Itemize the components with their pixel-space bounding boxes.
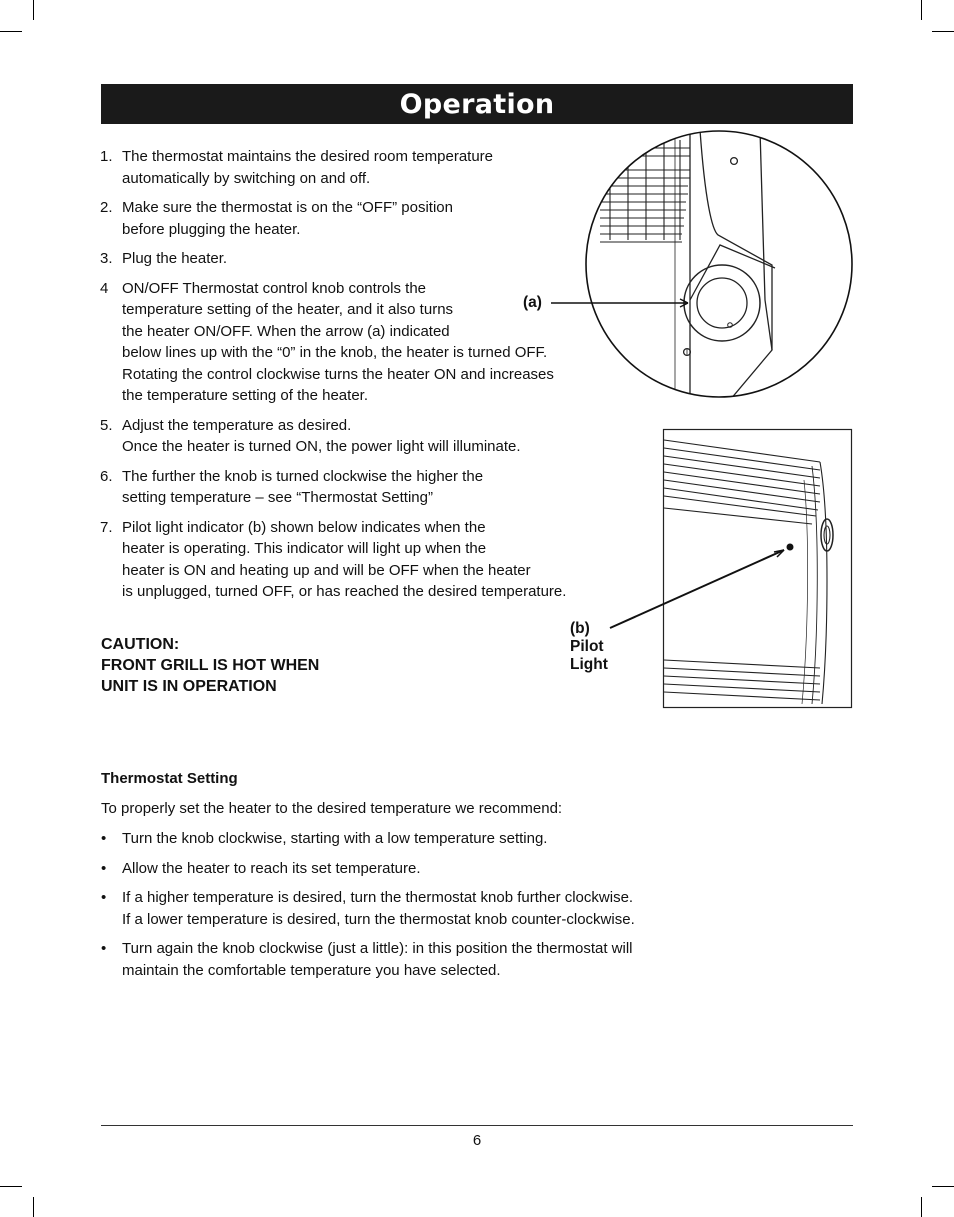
bullet-text-line: Turn the knob clockwise, starting with a low temperature setting. xyxy=(122,830,548,847)
step-text-line: Adjust the temperature as desired. xyxy=(122,416,352,434)
step-text-line: ON/OFF Thermostat control knob controls the xyxy=(122,279,427,297)
step-text-line: setting temperature – see “Thermostat Setting” xyxy=(122,489,433,506)
step-number: 5. xyxy=(100,416,113,434)
bullet-icon: • xyxy=(101,859,107,877)
step-text-line: temperature setting of the heater, and it also turns xyxy=(122,301,454,318)
page-number: 6 xyxy=(472,1132,482,1149)
step-text-line: Make sure the thermostat is on the “OFF” position xyxy=(122,199,453,216)
bullet-text-line: If a lower temperature is desired, turn the thermostat knob counter-clockwise. xyxy=(122,910,635,928)
caution-heading: CAUTION: xyxy=(101,636,180,653)
step-number: 1. xyxy=(100,148,113,165)
step-number: 3. xyxy=(100,250,113,267)
bullet-text-line: maintain the comfortable temperature you have selected. xyxy=(122,961,501,979)
step-text-line: Plug the heater. xyxy=(122,250,228,267)
step-text-line: Once the heater is turned ON, the power light will illuminate. xyxy=(122,438,521,455)
page-title: Operation xyxy=(399,88,555,120)
list-item xyxy=(101,828,821,850)
step-text-line: The further the knob is turned clockwise the higher the xyxy=(122,467,484,485)
thermostat-setting-section xyxy=(101,768,821,989)
step-text-line: the heater ON/OFF. When the arrow (a) indicated xyxy=(122,322,450,340)
step-text-line: The thermostat maintains the desired room temperature xyxy=(122,148,494,165)
step-number: 2. xyxy=(100,199,113,216)
step-text-line: Pilot light indicator (b) shown below indicates when the xyxy=(122,518,486,536)
step-text-line: before plugging the heater. xyxy=(122,220,301,238)
section-intro: To properly set the heater to the desired temperature we recommend: xyxy=(101,799,563,817)
list-item xyxy=(101,938,821,981)
step-text-line: heater is ON and heating up and will be OFF when the heater xyxy=(122,561,531,579)
step-number: 7. xyxy=(100,518,113,536)
step-text-line: is unplugged, turned OFF, or has reached the desired temperature. xyxy=(122,583,567,600)
label-b-letter: (b) xyxy=(570,620,590,637)
step-text-line: the temperature setting of the heater. xyxy=(122,387,368,404)
caution-line: UNIT IS IN OPERATION xyxy=(101,678,277,695)
bullet-text-line: Turn again the knob clockwise (just a little): in this position the thermostat will xyxy=(122,940,633,957)
bullet-list xyxy=(101,828,821,981)
step-number: 6. xyxy=(100,467,113,485)
list-item xyxy=(101,887,821,930)
caution-note xyxy=(101,634,319,697)
step-number: 4 xyxy=(100,279,109,297)
bullet-icon: • xyxy=(101,940,107,957)
step-text-line: below lines up with the “0” in the knob, the heater is turned OFF. xyxy=(122,344,548,361)
step-text-line: heater is operating. This indicator will light up when the xyxy=(122,540,487,557)
bullet-text-line: Allow the heater to reach its set temperature. xyxy=(122,859,421,877)
label-a: (a) xyxy=(523,294,542,311)
bullet-icon: • xyxy=(101,889,107,906)
bullet-icon: • xyxy=(101,830,107,847)
step-text-line: automatically by switching on and off. xyxy=(122,169,371,187)
label-b-pilot: Pilot xyxy=(570,638,604,655)
footer-rule xyxy=(101,1125,853,1126)
step-text-line: Rotating the control clockwise turns the heater ON and increases xyxy=(122,365,554,383)
caution-line: FRONT GRILL IS HOT WHEN xyxy=(101,657,320,674)
label-b-light: Light xyxy=(570,656,608,673)
heater-photo-frame xyxy=(664,430,852,708)
list-item xyxy=(101,858,821,880)
bullet-text-line: If a higher temperature is desired, turn the thermostat knob further clockwise. xyxy=(122,889,634,906)
section-heading: Thermostat Setting xyxy=(101,770,238,787)
label-b xyxy=(570,620,608,674)
